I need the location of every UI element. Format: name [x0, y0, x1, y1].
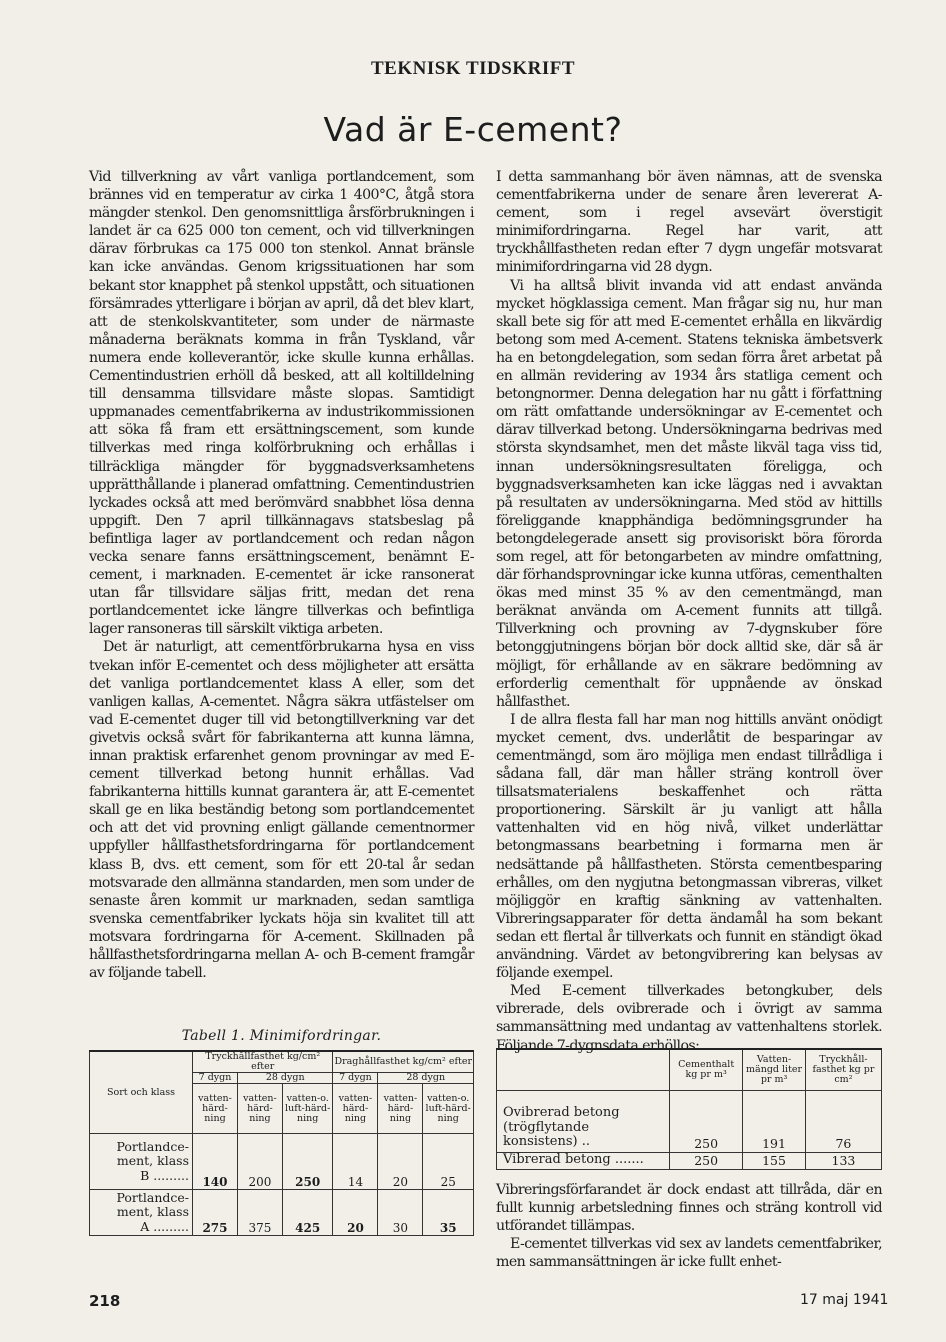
row-label: Portlandce- ment, klass B .........: [90, 1134, 193, 1190]
sub-header: vatten-härd-ning: [333, 1084, 378, 1134]
sub-header: vatten-härd-ning: [193, 1084, 238, 1134]
days-header: 7 dygn: [333, 1073, 378, 1084]
vibration-data-table: [496, 1048, 882, 1170]
cell: 20: [378, 1134, 423, 1190]
left-column: [89, 168, 474, 982]
cell: 25: [423, 1134, 474, 1190]
row-label: Portlandce- ment, klass A .........: [90, 1190, 193, 1236]
days-header: 28 dygn: [378, 1073, 474, 1084]
paragraph: Vi ha alltså blivit invanda vid att endast använda mycket högklassiga cement. Man frågar sig nu, hur man skall bete sig för att med E-cementet erhålla en likvärdig betong som med A-cement. Statens tekniska ämbetsverk ha en betongdelegation, som sedan förra året arbetat på en allmän revidering av 1934 års statliga cement och betongnormer. Denna delegation har nu gått i författning om rätt omfattande undersökningar av E-cementet och därav tillverkad betong. Undersökningarna bedrivas med största skyndsamhet, men det måste likväl taga viss tid, innan undersökningsresultaten föreligga, och byggnadsverksamheten kan icke läggas ned i avvaktan på resultaten av undersökningarna. Med stöd av hittills föreliggande knapphändiga bedömningsgrunder ha betongdelegerade ansett sig provisoriskt böra förorda som regel, att för betongarbeten av mindre omfattning, där förhandsprovningar icke kunna utföras, cementhalten ökas med minst 35 % av den cementmängd, man beräknat använda om A-cement funnits att tillgå. Tillverkning och provning av 7-dygnskuber före betonggjutningens början bör dock alltid ske, där så är möjligt, för erhållande av en säkrare bedömning av erforderlig cementhalt för uppnående av önskad hållfasthet.: [496, 277, 882, 710]
paragraph: Med E-cement tillverkades betongkuber, dels vibrerade, dels ovibrerade och i övrigt av samma sammansättning med undantag av vattenhaltens storlek. Följande 7-dygnsdata erhöllos:: [496, 983, 882, 1054]
cell: 14: [333, 1134, 378, 1190]
cell: 133: [805, 1152, 881, 1170]
cell: 30: [378, 1190, 423, 1236]
column-header: Vatten-mängd liter pr m³: [743, 1049, 806, 1091]
cell: 20: [333, 1190, 378, 1236]
row-label: Ovibrerad betong (trögflytande konsistens) ..: [497, 1091, 670, 1153]
sub-header: vatten-o. luft-härd-ning: [423, 1084, 474, 1134]
cell: 250: [670, 1152, 743, 1170]
right-column-continued: [496, 1181, 882, 1271]
blank-header: [497, 1049, 670, 1091]
cell: 191: [743, 1091, 806, 1153]
paragraph: Det är naturligt, att cementförbrukarna hysa en viss tvekan inför E-cementet och dess möjligheter att ersätta det vanliga portlandcementet klass A eller, som det vanligen kallas, A-cementet. Några säkra utfästelser om vad E-cementet duger till vid betongtillverkning var det givetvis också svårt för fabrikanterna att kunna lämna, innan praktisk erfarenhet genom provningar av med E-cement tillverkad betong hunnit erhållas. Vad fabrikanterna hittills kunnat garantera är, att E-cementet skall ge en lika beständig betong som portlandcementet och att det vid provning enligt gällande cementnormer uppfyller hållfasthetsfordringarna för portlandcement klass B, dvs. ett cement, som för ett 20-tal år sedan motsvarade den allmänna standarden, men som under de senaste åren kommit ur marknaden, sedan samtliga svenska cementfabriker lyckats höja sin kvalitet till att motsvara fordringarna för A-cement. Skillnaden på hållfasthetsfordringarna mellan A- och B-cement framgår av följande tabell.: [89, 639, 474, 982]
cell: 250: [282, 1134, 333, 1190]
cell: 250: [670, 1091, 743, 1153]
article-title: Vad är E-cement?: [323, 110, 623, 149]
paragraph: Vid tillverkning av vårt vanliga portlandcement, som brännes vid en temperatur av cirka 1 400°C, åtgå stora mängder stenkol. Den genomsnittliga årsförbrukningen i landet är ca 625 000 ton cement, och vid tillverkningen därav förbrukas ca 175 000 ton stenkol. Annat bränsle kan icke användas. Genom krigssituationen har som bekant stor knapphet på stenkol uppstått, och situationen försämrades ytterligare i början av april, då det blev klart, att de stenkolskvantiteter, som under de närmaste månaderna beräknats komma in från Tyskland, vår numera ende kolleverantör, icke skulle kunna erhållas. Cementindustrien erhöll då besked, att all koltilldelning till densamma tillsvidare måste slopas. Samtidigt uppmanades cementfabrikerna av industrikommissionen att söka få fram ett ersättningscement, som kunde tillverkas med ringa kolförbrukning och erhållas i tillräckliga mängder för byggnadsverksamhetens upprätthållande i planerad omfattning. Cementindustrien lyckades också att med berömvärd snabbhet lösa denna uppgift. Den 7 april tillkännagavs statsbeslag på befintliga lager av portlandcement och redan någon vecka senare fanns ersättningscement, benämnt E-cement, i marknaden. E-cementet är icke ransonerat utan får tillsvidare säljas fritt, medan det rena portlandcementet icke längre tillverkas och befintliga lager ransoneras till särskilt viktiga arbeten.: [89, 169, 474, 638]
cell: 76: [805, 1091, 881, 1153]
paragraph: E-cementet tillverkas vid sex av landets cementfabriker, men sammansättningen är icke fullt enhet-: [496, 1236, 882, 1271]
column-header: Tryckhåll-fasthet kg pr cm²: [805, 1049, 881, 1091]
sub-header: vatten-härd-ning: [378, 1084, 423, 1134]
table-caption: Tabell 1. Minimifordringar.: [181, 1028, 382, 1044]
cell: 375: [237, 1190, 282, 1236]
cell: 140: [193, 1134, 238, 1190]
cell: 155: [743, 1152, 806, 1170]
right-column: [496, 168, 882, 1055]
row-label: Vibrerad betong .......: [497, 1152, 670, 1170]
cell: 275: [193, 1190, 238, 1236]
minimum-requirements-table: [89, 1050, 474, 1236]
table-row: [90, 1134, 474, 1190]
table-row: [497, 1091, 882, 1153]
table-row: [90, 1190, 474, 1236]
issue-date: 17 maj 1941: [800, 1292, 889, 1308]
page-number: 218: [89, 1292, 121, 1310]
paragraph: Vibreringsförfarandet är dock endast att tillråda, där en fullt kunnig arbetsledning finnes och sträng kontroll vid utförandet tillämpas.: [496, 1182, 882, 1235]
paragraph: I detta sammanhang bör även nämnas, att de svenska cementfabrikerna under de senare åren levererat A-cement, som i regel avsevärt överstigit minimifordringarna. Regel har varit, att tryckhållfastheten redan efter 7 dygn ungefär motsvarat minimifordringarna vid 28 dygn.: [496, 169, 882, 276]
group-header-tensile: Draghållfasthet kg/cm² efter: [333, 1051, 474, 1073]
days-header: 28 dygn: [237, 1073, 333, 1084]
sub-header: vatten-o. luft-härd-ning: [282, 1084, 333, 1134]
cell: 425: [282, 1190, 333, 1236]
row-header: Sort och klass: [90, 1051, 193, 1134]
group-header-compressive: Tryckhållfasthet kg/cm² efter: [193, 1051, 333, 1073]
sub-header: vatten-härd-ning: [237, 1084, 282, 1134]
table-row: [497, 1152, 882, 1170]
paragraph: I de allra flesta fall har man nog hittills använt onödigt mycket cement, dvs. underlåtit de besparingar av cementmängd, som äro möjliga men endast tillrådliga i sådana fall, där man håller sträng kontroll över tillsatsmaterialens beskaffenhet och rätta proportionering. Särskilt är ju vanligt att hålla vattenhalten vid en hög nivå, vilket underlättar betongmassans bearbetning i formarna men är nedsättande på hållfastheten. Största cementbesparing erhålles, om den nygjutna betongmassan vibreras, vilket möjliggör en kraftig sänkning av vattenhalten. Vibreringsapparater för detta ändamål ha som bekant sedan ett flertal år tillverkats och funnit en ständigt ökad användning. Värdet av betongvibrering kan belysas av följande exempel.: [496, 711, 882, 982]
journal-name: TEKNISK TIDSKRIFT: [370, 58, 576, 79]
cell: 35: [423, 1190, 474, 1236]
days-header: 7 dygn: [193, 1073, 238, 1084]
cell: 200: [237, 1134, 282, 1190]
column-header: Cementhalt kg pr m³: [670, 1049, 743, 1091]
